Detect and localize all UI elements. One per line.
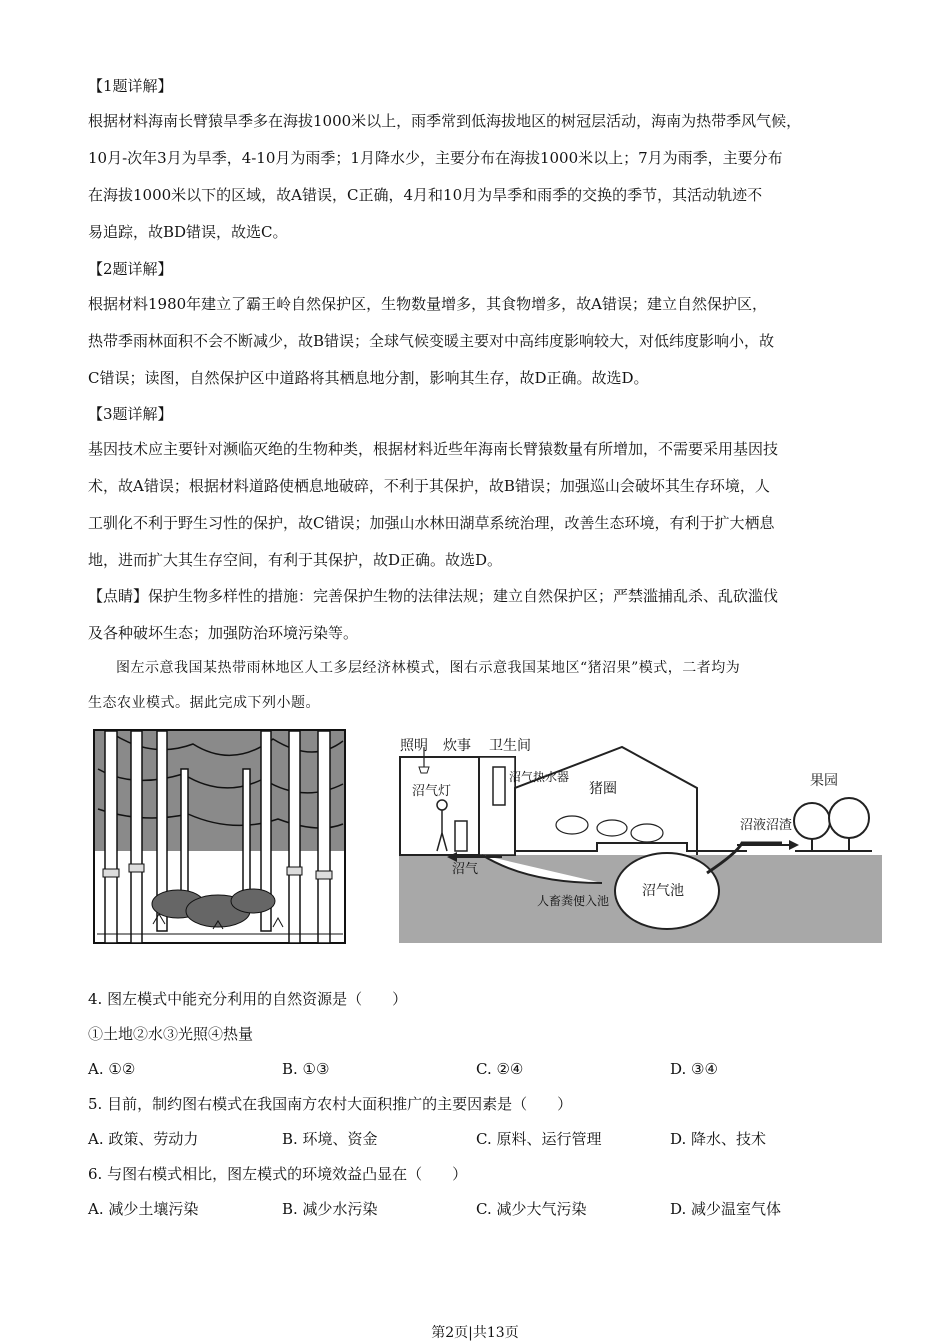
text-line: 热带季雨林面积不会不断减少，故B错误；全球气候变暖主要对中高纬度影响较大，对低纬度影响小，故	[88, 332, 775, 350]
text-line: 基因技术应主要针对濒临灭绝的生物种类，根据材料近些年海南长臂猿数量有所增加，不需要采用基因技	[88, 440, 779, 458]
question-5-option-b[interactable]: B. 环境、资金	[282, 1130, 378, 1148]
question-5-stem: 5. 目前，制约图右模式在我国南方农村大面积推广的主要因素是（ ）	[88, 1095, 573, 1113]
question-6-stem: 6. 与图右模式相比，图左模式的环境效益凸显在（ ）	[88, 1165, 468, 1183]
question-4-sub: ①土地②水③光照④热量	[88, 1025, 254, 1043]
text-line: 工驯化不利于野生习性的保护，故C错误；加强山水林田湖草系统治理，改善生态环境，有利于扩大栖息	[88, 514, 775, 532]
section-heading-3: 【3题详解】	[88, 405, 173, 423]
text-line: 根据材料1980年建立了霸王岭自然保护区，生物数量增多，其食物增多，故A错误；建立自然保护区，	[88, 295, 768, 313]
section-heading-1: 【1题详解】	[88, 77, 173, 95]
label-cooking: 炊事	[443, 738, 471, 754]
label-biogas: 沼气	[452, 862, 479, 877]
text-line: 及各种破坏生态；加强防治环境污染等。	[88, 624, 359, 642]
label-feces: 人畜粪便入池	[537, 894, 610, 908]
section-heading-2: 【2题详解】	[88, 260, 173, 278]
question-6-option-c[interactable]: C. 减少大气污染	[476, 1200, 587, 1218]
question-6-option-d[interactable]: D. 减少温室气体	[670, 1200, 782, 1218]
section-body-2	[88, 286, 878, 397]
label-slurry: 沼液沼渣	[740, 818, 793, 833]
question-5-option-a[interactable]: A. 政策、劳动力	[88, 1130, 199, 1148]
section-body-1	[88, 103, 878, 251]
orchard-tree-icon	[794, 798, 872, 851]
question-6-option-b[interactable]: B. 减少水污染	[282, 1200, 378, 1218]
text-line: 生态农业模式。据此完成下列小题。	[88, 695, 320, 711]
question-4-stem: 4. 图左模式中能充分利用的自然资源是（ ）	[88, 990, 408, 1008]
label-pool: 沼气池	[642, 883, 684, 899]
text-line: 地，进而扩大其生存空间，有利于其保护，故D正确。故选D。	[88, 551, 503, 569]
label-toilet: 卫生间	[489, 738, 531, 754]
label-pigsty: 猪圈	[589, 781, 617, 797]
text-line: 【点睛】保护生物多样性的措施：完善保护生物的法律法规；建立自然保护区；严禁滥捕乱杀、乱砍滥伐	[88, 587, 779, 605]
label-lighting: 照明	[400, 738, 428, 754]
question-5-option-c[interactable]: C. 原料、运行管理	[476, 1130, 602, 1148]
figure-left-forest	[93, 729, 346, 944]
tip-block	[88, 578, 878, 652]
label-lamp: 沼气灯	[412, 784, 452, 799]
text-line: 图左示意我国某热带雨林地区人工多层经济林模式，图右示意我国某地区“猪沼果”模式，二者均为	[116, 660, 741, 676]
label-orchard: 果园	[810, 773, 838, 789]
text-line: 在海拔1000米以下的区域，故A错误，C正确，4月和10月为旱季和雨季的交换的季节，其活动轨迹不	[88, 186, 763, 204]
text-line: C错误；读图，自然保护区中道路将其栖息地分割，影响其生存，故D正确。故选D。	[88, 369, 649, 387]
text-line: 根据材料海南长臂猿旱季多在海拔1000米以上，雨季常到低海拔地区的树冠层活动，海南为热带季风气候，	[88, 112, 802, 130]
label-heater: 沼气热水器	[509, 770, 570, 784]
question-intro	[88, 651, 878, 721]
page-footer: 第2页|共13页	[431, 1325, 519, 1341]
question-4-option-c[interactable]: C. ②④	[476, 1060, 524, 1078]
section-body-3	[88, 431, 878, 579]
question-4-option-b[interactable]: B. ①③	[282, 1060, 330, 1078]
text-line: 易追踪，故BD错误，故选C。	[88, 223, 288, 241]
question-6-option-a[interactable]: A. 减少土壤污染	[88, 1200, 199, 1218]
figure-right-biogas-model	[397, 733, 882, 943]
question-4-option-d[interactable]: D. ③④	[670, 1060, 718, 1078]
text-line: 10月-次年3月为旱季，4-10月为雨季；1月降水少，主要分布在海拔1000米以上；7月为雨季，主要分布	[88, 149, 783, 167]
question-5-option-d[interactable]: D. 降水、技术	[670, 1130, 767, 1148]
question-4-option-a[interactable]: A. ①②	[88, 1060, 136, 1078]
text-line: 术，故A错误；根据材料道路使栖息地破碎，不利于其保护，故B错误；加强巡山会破坏其生存环境，人	[88, 477, 770, 495]
